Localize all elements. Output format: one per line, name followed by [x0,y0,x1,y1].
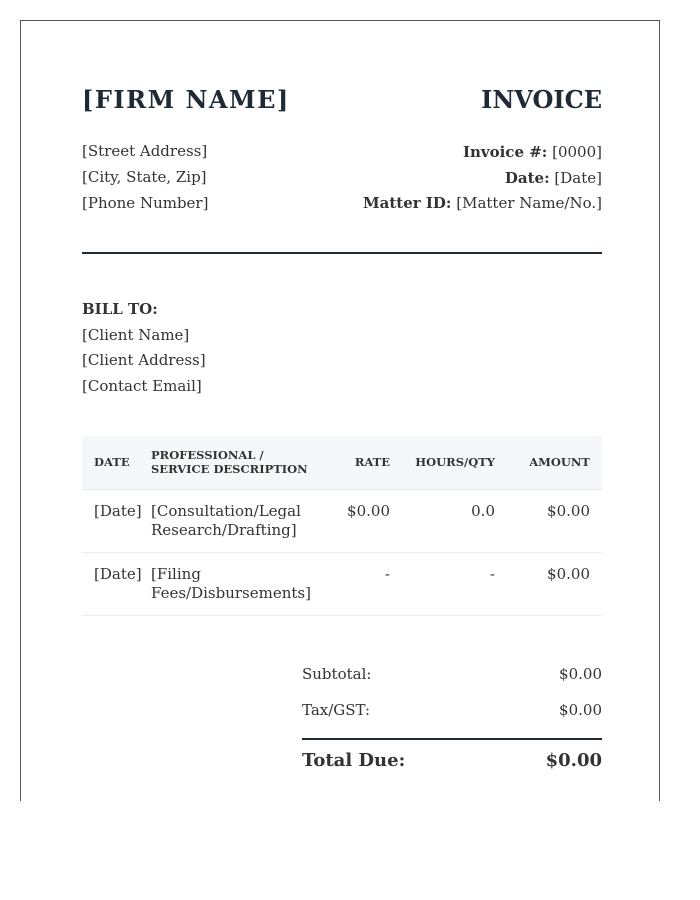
totals-block [302,661,602,780]
header-description-line2: SERVICE DESCRIPTION [151,462,308,477]
row-rate: $0.00 [331,489,402,552]
firm-city-state-zip: [City, State, Zip] [82,168,207,186]
invoice-meta [363,140,602,217]
invoice-date-line [363,166,602,192]
header-divider [82,252,602,254]
invoice-date-label: Date: [504,168,550,187]
header-hours: HOURS/QTY [402,436,507,489]
total-due-row [302,740,602,780]
header-description-line1: PROFESSIONAL / [151,448,264,463]
row-amount: $0.00 [507,489,602,552]
header-date: DATE [82,436,151,489]
invoice-date-value: [Date] [554,168,602,187]
invoice-number-label: Invoice #: [462,143,548,161]
matter-id-label: Matter ID: [363,194,452,212]
matter-id-line [363,191,602,217]
row-rate: - [331,552,402,615]
subtotal-row [302,661,602,697]
row-hours: - [402,552,507,615]
tax-row [302,697,602,733]
firm-name: [FIRM NAME] [82,85,290,114]
line-items-table [82,436,602,616]
client-name: [Client Name] [82,325,190,344]
subtotal-label: Subtotal: [302,665,372,683]
firm-address [82,138,208,216]
total-due-label: Total Due: [302,750,406,771]
client-address: [Client Address] [82,351,206,369]
tax-label: Tax/GST: [302,701,371,719]
row-date: [Date] [82,489,151,552]
firm-phone-number: [Phone Number] [82,194,209,212]
row-description: [Filing Fees/Disbursements] [151,552,331,615]
invoice-number-value: [0000] [552,143,602,161]
invoice-page [20,20,660,801]
bill-to-block [82,297,206,399]
row-date: [Date] [82,552,151,615]
client-email: [Contact Email] [82,376,202,395]
header-amount: AMOUNT [507,436,602,489]
firm-street-address: [Street Address] [82,142,208,160]
table-row [82,489,602,552]
bill-to-label: BILL TO: [82,300,158,318]
row-amount: $0.00 [507,552,602,615]
table-header-row [82,436,602,489]
tax-value: $0.00 [559,701,602,719]
invoice-title: INVOICE [481,85,602,114]
invoice-number-line [363,140,602,166]
row-description: [Consultation/Legal Research/Drafting] [151,489,331,552]
subtotal-value: $0.00 [559,665,602,683]
matter-id-value: [Matter Name/No.] [456,194,602,212]
row-hours: 0.0 [402,489,507,552]
header-rate: RATE [331,436,402,489]
header-description [151,436,331,489]
total-due-value: $0.00 [545,750,602,771]
table-row [82,552,602,615]
